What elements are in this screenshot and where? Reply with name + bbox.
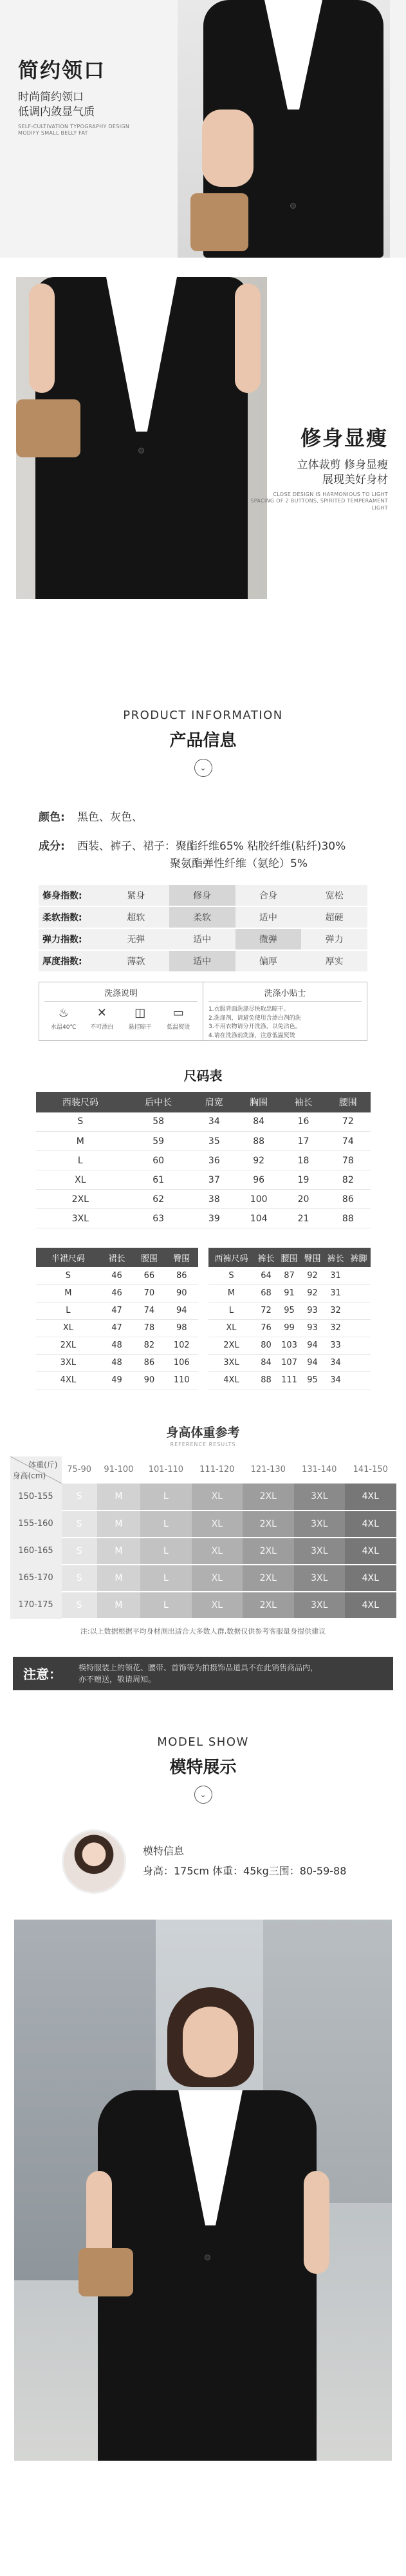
- table-cell: 66: [133, 1267, 165, 1284]
- table-cell: 34: [192, 1112, 236, 1132]
- table-row: [208, 1267, 371, 1284]
- table-cell: 37: [192, 1170, 236, 1190]
- table-cell: 111: [277, 1371, 300, 1389]
- model-show-section: [0, 1735, 406, 2461]
- table-cell: 59: [125, 1132, 192, 1151]
- index-option: 无弹: [127, 934, 145, 945]
- table-cell: 82: [133, 1337, 165, 1354]
- table-row: [208, 1284, 371, 1302]
- column-header: 半裙尺码: [36, 1248, 101, 1267]
- table-cell: 33: [324, 1337, 347, 1354]
- table-cell: 76: [254, 1319, 277, 1337]
- hero-subtitle-1: 立体裁剪 修身显瘦: [297, 459, 388, 472]
- table-cell: 102: [165, 1337, 198, 1354]
- column-header: 西裤尺码: [208, 1248, 255, 1267]
- jacket-button-icon: [290, 203, 296, 209]
- notice-line-2: 亦不赠送，敬请周知。: [78, 1674, 156, 1684]
- material-info: [0, 777, 406, 873]
- hero-en-2: MODIFY SMALL BELLY FAT: [18, 130, 88, 137]
- table-cell: 72: [326, 1112, 370, 1132]
- size-cell: XL: [192, 1565, 243, 1592]
- index-option: 超硬: [325, 912, 344, 923]
- weight-header: 121-130: [250, 1465, 286, 1475]
- table-cell: L: [208, 1302, 255, 1319]
- color-row: [39, 809, 367, 826]
- index-label: 弹力指数:: [42, 934, 82, 945]
- column-header: 裤长: [254, 1248, 277, 1267]
- table-cell: 100: [236, 1190, 281, 1209]
- size-cell: 2XL: [243, 1484, 293, 1511]
- table-cell: 3XL: [208, 1354, 255, 1371]
- size-cell: L: [140, 1565, 191, 1592]
- table-cell: 31: [324, 1267, 347, 1284]
- size-cell: 3XL: [294, 1565, 345, 1592]
- hang-dry-icon: ◫ 悬挂晾干: [128, 1006, 152, 1031]
- table-cell: 21: [281, 1209, 326, 1228]
- tip-item: 4.请在洗涤前洗涤，注意低温熨烫: [208, 1033, 295, 1040]
- table-row: [36, 1190, 371, 1209]
- table-cell: 72: [254, 1302, 277, 1319]
- table-row: [208, 1337, 371, 1354]
- table-cell: 92: [300, 1267, 324, 1284]
- size-cell: 3XL: [294, 1511, 345, 1538]
- table-cell: 93: [300, 1302, 324, 1319]
- table-cell: 49: [100, 1371, 133, 1389]
- reference-note: 注:以上数据根据平均身材测出适合大多数人群,数据仅供参考客服量身提供建议: [80, 1627, 326, 1636]
- product-info-en: PRODUCT INFORMATION: [123, 709, 283, 722]
- color-value: 黑色、灰色、: [77, 811, 143, 824]
- table-cell: 48: [100, 1354, 133, 1371]
- avatar: [62, 1829, 126, 1894]
- table-cell: [347, 1284, 370, 1302]
- table-cell: [347, 1371, 370, 1389]
- size-cell: L: [140, 1484, 191, 1511]
- size-cell: 4XL: [345, 1511, 396, 1538]
- wash-instructions: [39, 982, 203, 1040]
- table-cell: 46: [100, 1284, 133, 1302]
- table-cell: 91: [277, 1284, 300, 1302]
- column-header: 后中长: [125, 1092, 192, 1112]
- hero-photo-neckline: [178, 0, 390, 258]
- size-cell: XL: [192, 1484, 243, 1511]
- index-option: 适中: [259, 912, 277, 923]
- column-header: 肩宽: [192, 1092, 236, 1112]
- table-cell: XL: [36, 1319, 101, 1337]
- table-cell: 35: [192, 1132, 236, 1151]
- height-header: 160-165: [10, 1538, 62, 1565]
- weight-header: 75-90: [67, 1465, 92, 1475]
- jacket-button-icon: [205, 2255, 210, 2260]
- table-cell: 34: [324, 1354, 347, 1371]
- table-cell: S: [208, 1267, 255, 1284]
- index-label: 修身指数:: [42, 890, 82, 901]
- hero-subtitle-2: 低调内敛显气质: [18, 105, 95, 119]
- size-cell: 3XL: [294, 1484, 345, 1511]
- table-cell: 106: [165, 1354, 198, 1371]
- height-header: 170-175: [10, 1592, 62, 1619]
- height-weight-table: [10, 1456, 396, 1619]
- weight-header: 141-150: [353, 1465, 388, 1475]
- material-line-2: 聚氨酯弹性纤维（氨纶）5%: [170, 857, 308, 871]
- size-cell: 2XL: [243, 1511, 293, 1538]
- table-row: [36, 1209, 371, 1228]
- size-cell: S: [62, 1565, 97, 1592]
- hero-title: 简约领口: [18, 58, 106, 82]
- weight-header: 131-140: [302, 1465, 337, 1475]
- table-cell: 86: [165, 1267, 198, 1284]
- table-row: [208, 1354, 371, 1371]
- low-iron-icon: ▭ 低温熨烫: [167, 1006, 190, 1031]
- size-cell: XL: [192, 1592, 243, 1619]
- table-cell: 36: [192, 1151, 236, 1170]
- column-header: 臀围: [165, 1248, 198, 1267]
- table-corner-cell: [10, 1456, 62, 1484]
- size-cell: L: [140, 1538, 191, 1565]
- table-cell: 94: [300, 1354, 324, 1371]
- table-cell: M: [208, 1284, 255, 1302]
- table-cell: 58: [125, 1112, 192, 1132]
- hero-title: 修身显瘦: [300, 426, 388, 450]
- table-cell: 16: [281, 1112, 326, 1132]
- table-row: [10, 1538, 396, 1565]
- table-cell: 78: [326, 1151, 370, 1170]
- table-cell: 93: [300, 1319, 324, 1337]
- size-cell: 4XL: [345, 1592, 396, 1619]
- table-cell: L: [36, 1151, 125, 1170]
- table-cell: [347, 1337, 370, 1354]
- table-cell: 98: [165, 1319, 198, 1337]
- index-option-selected: 适中: [169, 951, 235, 971]
- table-cell: 47: [100, 1319, 133, 1337]
- height-header: 150-155: [10, 1484, 62, 1511]
- material-row: [39, 838, 367, 873]
- size-cell: S: [62, 1592, 97, 1619]
- table-cell: 61: [125, 1170, 192, 1190]
- table-row: [10, 1484, 396, 1511]
- table-row: [208, 1302, 371, 1319]
- hero-slim-section: [0, 277, 406, 676]
- size-cell: 2XL: [243, 1592, 293, 1619]
- table-cell: M: [36, 1284, 101, 1302]
- index-option-selected: 微弹: [235, 929, 302, 949]
- table-cell: 92: [236, 1151, 281, 1170]
- table-cell: 110: [165, 1371, 198, 1389]
- table-cell: 39: [192, 1209, 236, 1228]
- table-cell: 88: [236, 1132, 281, 1151]
- table-cell: 62: [125, 1190, 192, 1209]
- hero-neckline-text: [18, 54, 129, 137]
- size-cell: L: [140, 1592, 191, 1619]
- size-cell: 3XL: [294, 1592, 345, 1619]
- table-row: [36, 1267, 198, 1284]
- height-axis-label: 身高(cm): [12, 1471, 46, 1480]
- table-cell: 2XL: [208, 1337, 255, 1354]
- table-cell: 3XL: [36, 1354, 101, 1371]
- hero-slim-text: [250, 422, 388, 511]
- hero-subtitle-1: 时尚简约领口: [18, 91, 84, 104]
- wash-tips: [203, 982, 367, 1040]
- jacket-button-icon: [138, 448, 144, 453]
- tips-title: 洗涤小贴士: [208, 986, 362, 1002]
- index-option-selected: 柔软: [169, 907, 235, 928]
- table-row: [10, 1565, 396, 1592]
- table-cell: 90: [133, 1371, 165, 1389]
- index-label: 柔软指数:: [42, 912, 82, 923]
- table-cell: 94: [300, 1337, 324, 1354]
- table-cell: 95: [300, 1371, 324, 1389]
- column-header: 臀围: [300, 1248, 324, 1267]
- product-info-section: [0, 709, 406, 1690]
- model-show-cn: 模特展示: [169, 1757, 237, 1777]
- table-row: [36, 1284, 198, 1302]
- table-row: [10, 1592, 396, 1619]
- index-option: 适中: [193, 934, 212, 945]
- table-row: [10, 1511, 396, 1538]
- table-cell: 34: [324, 1371, 347, 1389]
- hero-neckline-section: [0, 0, 406, 258]
- table-header-row: [10, 1456, 396, 1484]
- table-row: [36, 1112, 371, 1132]
- table-cell: 46: [100, 1267, 133, 1284]
- model-info-detail: 身高：175cm 体重：45kg三围：80-59-88: [143, 1864, 347, 1877]
- index-option: 超软: [127, 912, 145, 923]
- table-cell: 78: [133, 1319, 165, 1337]
- model-show-en: MODEL SHOW: [157, 1735, 249, 1749]
- weight-header: 111-120: [199, 1465, 235, 1475]
- table-cell: 84: [236, 1112, 281, 1132]
- product-info-cn: 产品信息: [169, 731, 237, 750]
- pants-size-table: [208, 1248, 371, 1389]
- size-cell: M: [97, 1511, 140, 1538]
- hero-en-1: CLOSE DESIGN IS HARMONIOUS TO LIGHT: [273, 491, 388, 497]
- table-row: [36, 1132, 371, 1151]
- table-cell: 103: [277, 1337, 300, 1354]
- table-header-row: [208, 1248, 371, 1267]
- index-row: [39, 951, 367, 973]
- table-cell: 32: [324, 1319, 347, 1337]
- no-bleach-icon: ✕ 不可漂白: [90, 1006, 114, 1031]
- index-option: 弹力: [325, 934, 344, 945]
- index-option: 合身: [259, 890, 277, 901]
- size-cell: S: [62, 1538, 97, 1565]
- table-row: [36, 1371, 198, 1389]
- table-cell: 20: [281, 1190, 326, 1209]
- model-show-heading: [0, 1735, 406, 1804]
- size-cell: 4XL: [345, 1565, 396, 1592]
- table-cell: 96: [236, 1170, 281, 1190]
- wash-40-icon: ♨ 水温40℃: [50, 1006, 77, 1031]
- table-cell: 2XL: [36, 1337, 101, 1354]
- column-header: 胸围: [236, 1092, 281, 1112]
- column-header: 裙长: [100, 1248, 133, 1267]
- table-cell: 87: [277, 1267, 300, 1284]
- weight-header: 91-100: [104, 1465, 134, 1475]
- care-instructions: [39, 982, 367, 1041]
- table-cell: 48: [100, 1337, 133, 1354]
- weight-header: 101-110: [148, 1465, 184, 1475]
- hero-photo-slim: [16, 277, 267, 599]
- fit-index-list: [39, 885, 367, 973]
- table-cell: 84: [254, 1354, 277, 1371]
- index-row: [39, 907, 367, 929]
- tip-item: 3.不用衣物请分开洗涤，以免沾色。: [208, 1024, 301, 1031]
- table-row: [36, 1170, 371, 1190]
- tip-item: 2.洗涤剂，请避免使用含漂白剂的洗: [208, 1015, 301, 1022]
- table-row: [36, 1337, 198, 1354]
- reference-en: REFERENCE RESULTS: [170, 1441, 236, 1447]
- table-header-row: [36, 1248, 198, 1267]
- table-cell: 74: [326, 1132, 370, 1151]
- size-cell: M: [97, 1592, 140, 1619]
- size-cell: 4XL: [345, 1538, 396, 1565]
- size-table-title: 尺码表: [183, 1067, 223, 1083]
- material-line-1: 西装、裤子、裙子：聚酯纤维65% 粘胶纤维(粘纤)30%: [77, 840, 346, 854]
- column-header: 西装尺码: [36, 1092, 125, 1112]
- hero-subtitle-2: 展现美好身材: [322, 473, 388, 486]
- size-cell: 3XL: [294, 1538, 345, 1565]
- table-cell: [347, 1354, 370, 1371]
- model-info-title: 模特信息: [143, 1845, 185, 1858]
- table-cell: 86: [326, 1190, 370, 1209]
- table-cell: 99: [277, 1319, 300, 1337]
- table-cell: 88: [254, 1371, 277, 1389]
- tip-item: 1.衣服背面洗涤尽快取出晾干。: [208, 1006, 290, 1013]
- table-cell: L: [36, 1302, 101, 1319]
- table-cell: 31: [324, 1284, 347, 1302]
- table-row: [36, 1319, 198, 1337]
- table-cell: 38: [192, 1190, 236, 1209]
- table-row: [36, 1354, 198, 1371]
- model-photo: [14, 1920, 392, 2461]
- table-cell: 60: [125, 1151, 192, 1170]
- size-cell: M: [97, 1484, 140, 1511]
- column-header: 腰围: [326, 1092, 370, 1112]
- height-header: 155-160: [10, 1511, 62, 1538]
- column-header: 袖长: [281, 1092, 326, 1112]
- table-cell: 90: [165, 1284, 198, 1302]
- table-cell: 2XL: [36, 1190, 125, 1209]
- index-option: 宽松: [325, 890, 344, 901]
- table-cell: M: [36, 1132, 125, 1151]
- material-label: 成分:: [39, 840, 65, 854]
- size-cell: 2XL: [243, 1565, 293, 1592]
- table-cell: 82: [326, 1170, 370, 1190]
- table-cell: 64: [254, 1267, 277, 1284]
- model-info: [62, 1829, 406, 1894]
- size-cell: M: [97, 1538, 140, 1565]
- table-cell: 4XL: [208, 1371, 255, 1389]
- table-cell: 47: [100, 1302, 133, 1319]
- index-option: 薄款: [127, 956, 145, 967]
- table-cell: 70: [133, 1284, 165, 1302]
- bottoms-size-tables: [36, 1248, 371, 1389]
- size-cell: XL: [192, 1511, 243, 1538]
- table-row: [36, 1151, 371, 1170]
- table-cell: 19: [281, 1170, 326, 1190]
- table-cell: 68: [254, 1284, 277, 1302]
- size-cell: XL: [192, 1538, 243, 1565]
- reference-title: 身高体重参考: [166, 1425, 240, 1440]
- table-row: [36, 1302, 198, 1319]
- size-cell: M: [97, 1565, 140, 1592]
- chevron-down-icon: ⌄: [194, 759, 212, 777]
- notice-label: 注意：: [23, 1666, 62, 1683]
- table-cell: 17: [281, 1132, 326, 1151]
- hero-en-1: SELF-CULTIVATION TYPOGRAPHY DESIGN: [18, 123, 130, 129]
- table-header-row: [36, 1092, 371, 1112]
- index-option-selected: 修身: [169, 885, 235, 906]
- index-option: 紧身: [127, 890, 145, 901]
- suit-size-table: [36, 1092, 371, 1229]
- table-cell: 32: [324, 1302, 347, 1319]
- table-cell: 88: [326, 1209, 370, 1228]
- index-row: [39, 929, 367, 951]
- table-row: [208, 1319, 371, 1337]
- table-cell: 104: [236, 1209, 281, 1228]
- height-header: 165-170: [10, 1565, 62, 1592]
- column-header: 腰围: [133, 1248, 165, 1267]
- table-cell: 80: [254, 1337, 277, 1354]
- table-cell: 107: [277, 1354, 300, 1371]
- size-cell: 2XL: [243, 1538, 293, 1565]
- index-option: 偏厚: [259, 956, 277, 967]
- table-cell: 92: [300, 1284, 324, 1302]
- table-cell: S: [36, 1267, 101, 1284]
- table-cell: [347, 1302, 370, 1319]
- table-cell: 94: [165, 1302, 198, 1319]
- chevron-down-icon: ⌄: [194, 1786, 212, 1804]
- hero-en-3: LIGHT: [371, 504, 388, 511]
- table-cell: 4XL: [36, 1371, 101, 1389]
- column-header: 腰围: [277, 1248, 300, 1267]
- table-cell: 74: [133, 1302, 165, 1319]
- wash-title: 洗涤说明: [44, 986, 198, 1002]
- table-cell: 63: [125, 1209, 192, 1228]
- skirt-size-table: [36, 1248, 198, 1389]
- product-info-heading: [0, 709, 406, 777]
- column-header: 裤长: [324, 1248, 347, 1267]
- table-cell: XL: [208, 1319, 255, 1337]
- notice-banner: [13, 1657, 393, 1690]
- index-option: 厚实: [325, 956, 344, 967]
- size-cell: S: [62, 1511, 97, 1538]
- hero-en-2: SPACING OF 2 BUTTONS, SPIRITED TEMPERAMENT: [250, 498, 388, 504]
- table-cell: [347, 1267, 370, 1284]
- color-label: 颜色:: [39, 811, 65, 824]
- table-cell: 86: [133, 1354, 165, 1371]
- table-cell: [347, 1319, 370, 1337]
- table-cell: 18: [281, 1151, 326, 1170]
- table-cell: S: [36, 1112, 125, 1132]
- column-header: 裤脚: [347, 1248, 370, 1267]
- notice-line-1: 模特服装上的领花、腰带、首饰等为拍摄饰品道具不在此销售商品内，: [78, 1663, 318, 1672]
- table-cell: 3XL: [36, 1209, 125, 1228]
- index-label: 厚度指数:: [42, 956, 82, 967]
- weight-axis-label: 体重(斤): [28, 1460, 58, 1469]
- table-cell: XL: [36, 1170, 125, 1190]
- size-cell: S: [62, 1484, 97, 1511]
- size-cell: 4XL: [345, 1484, 396, 1511]
- size-cell: L: [140, 1511, 191, 1538]
- table-row: [208, 1371, 371, 1389]
- table-cell: 95: [277, 1302, 300, 1319]
- index-row: [39, 885, 367, 907]
